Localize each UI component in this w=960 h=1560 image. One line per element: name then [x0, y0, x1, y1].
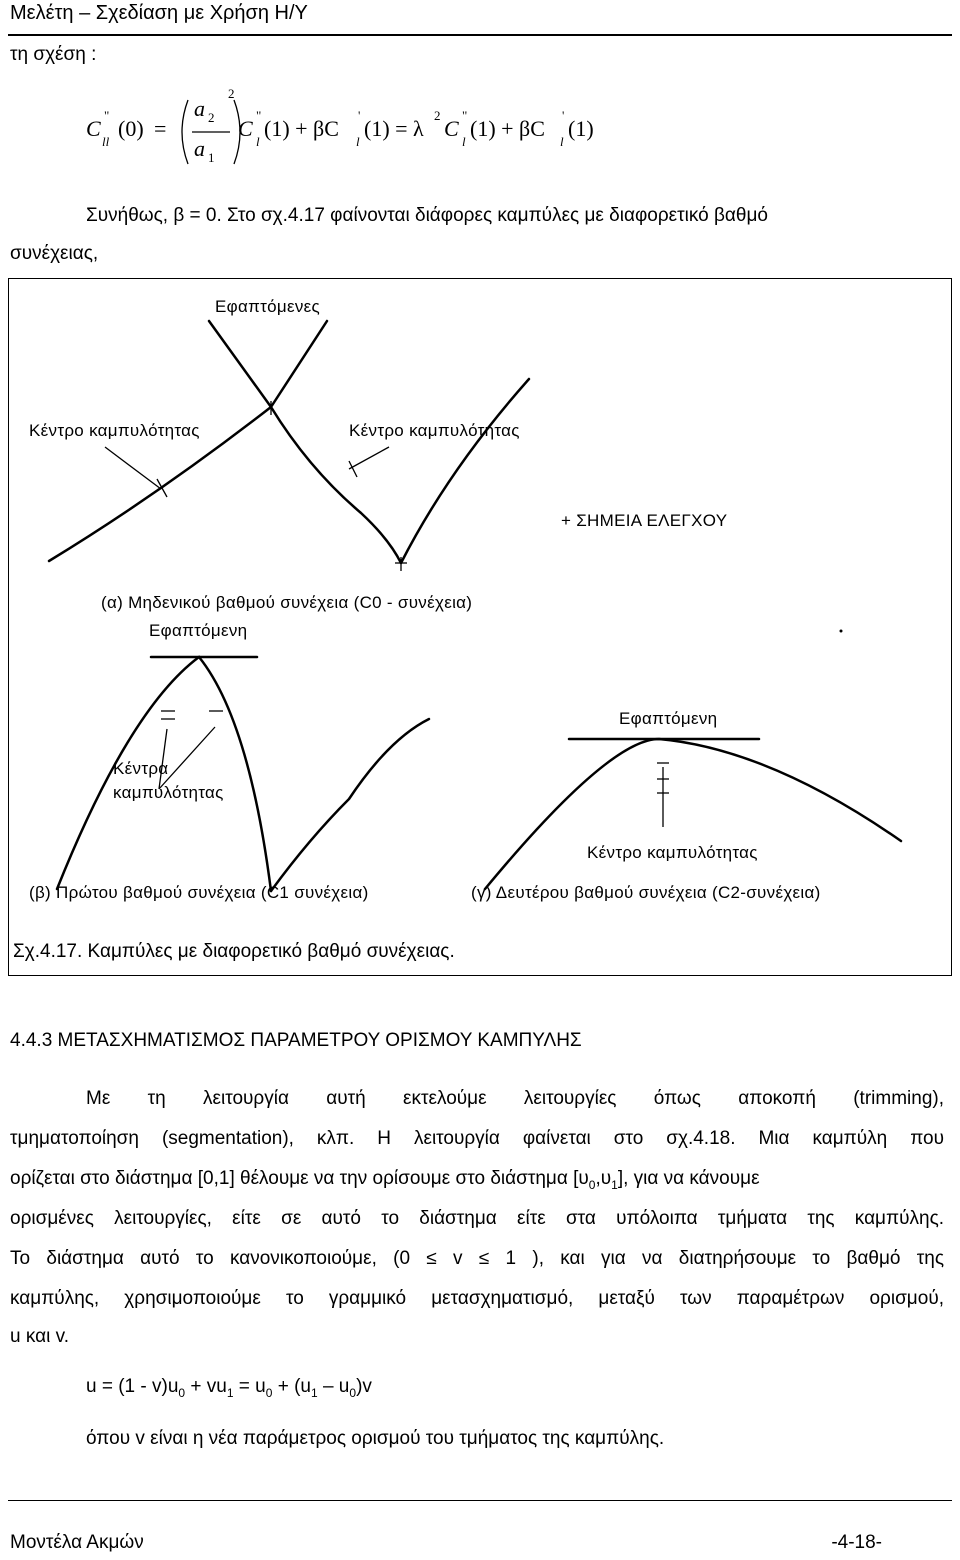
eq-equals: =: [154, 116, 167, 141]
section-body-line4: ορισμένες λειτουργίες, είτε σε αυτό το διάστημα είτε στα υπόλοιπα τμήματα της καμπύλης.: [10, 1208, 944, 1229]
formula-sub-3: 1: [311, 1385, 318, 1400]
footer-page-number: -4-18-: [831, 1532, 882, 1553]
caption-a: (α) Μηδενικού βαθμού συνέχεια (C0 - συνέχεια): [101, 593, 473, 612]
eq-frac-den-sub: 1: [208, 150, 215, 165]
curve-a-right: [401, 379, 529, 563]
pointer-center-left: [105, 447, 161, 489]
eq-frac-den: a: [194, 136, 205, 161]
sub-1: 1: [611, 1177, 618, 1192]
eq-rhs2-sub: l: [462, 134, 466, 149]
eq-lhs: C: [86, 116, 101, 141]
caption-b: (β) Πρώτου βαθμού συνέχεια (C1 συνέχεια): [29, 883, 369, 902]
formula-part-b: + vu: [185, 1376, 227, 1397]
section-body-line3a: ορίζεται στο διάστημα [0,1] θέλουμε να την ορίσουμε στο διάστημα [υ: [10, 1168, 589, 1189]
section-heading: 4.4.3 ΜΕΤΑΣΧΗΜΑΤΙΣΜΟΣ ΠΑΡΑΜΕΤΡΟΥ ΟΡΙΣΜΟΥ ΚΑΜΠΥΛΗΣ: [10, 1030, 582, 1051]
eq-power: 2: [228, 86, 235, 101]
page-header-title: Μελέτη – Σχεδίαση με Χρήση Η/Υ: [10, 2, 308, 24]
pointer-center-right: [349, 447, 389, 469]
formula-sub-0: 0: [178, 1385, 186, 1400]
label-centers-b-line2: καμπυλότητας: [113, 783, 224, 802]
eq-rhs1b-sup: ': [358, 108, 361, 123]
eq-rhs1b-arg: (1) = λ: [364, 116, 424, 141]
figure-caption: Σχ.4.17. Καμπύλες με διαφορετικό βαθμό συνέχειας.: [13, 941, 455, 962]
label-center-right: Κέντρο καμπυλότητας: [349, 421, 520, 440]
section-body-line1: Με τη λειτουργία αυτή εκτελούμε λειτουργίες όπως αποκοπή (trimming),: [86, 1088, 944, 1109]
eq-lambda-pow: 2: [434, 108, 441, 123]
intro-line: τη σχέση :: [10, 44, 97, 65]
section-body-line2: τμηματοποίηση (segmentation), κλπ. Η λειτουργία φαίνεται στο σχ.4.18. Μια καμπύλη που: [10, 1128, 944, 1149]
curve-b-right: [271, 719, 429, 891]
pointer-center-b2: [159, 727, 215, 789]
formula-part-e: – u: [317, 1376, 350, 1397]
intro-paragraph-line2: συνέχειας,: [10, 243, 99, 264]
footer-left-text: Μοντέλα Ακμών: [10, 1532, 144, 1553]
closing-sentence: όπου v είναι η νέα παράμετρος ορισμού του τμήματος της καμπύλης.: [86, 1428, 665, 1449]
figure-box: [8, 278, 952, 976]
section-body-line5: Το διάστημα αυτό το κανονικοποιούμε, (0 ≤ v ≤ 1 ), και για να διατηρήσουμε το βαθμό της: [10, 1248, 944, 1269]
eq-rhs2: C: [444, 116, 459, 141]
eq-lhs-sup: ": [104, 108, 110, 123]
formula-sub-4: 0: [349, 1385, 357, 1400]
footer-rule: [8, 1500, 952, 1501]
formula-sub-2: 0: [265, 1385, 273, 1400]
section-body-line3c: ], για να κάνουμε: [617, 1168, 760, 1189]
eq-rhs1-sup: ": [256, 108, 262, 123]
eq-lhs-arg: (0): [118, 116, 144, 141]
dot-marker: [840, 630, 843, 633]
eq-rhs2-sup: ": [462, 108, 468, 123]
header-rule: [8, 34, 952, 36]
label-tangent-c: Εφαπτόμενη: [619, 709, 718, 728]
tangent-line-left: [209, 321, 271, 407]
eq-rhs2b-sub: l: [560, 134, 564, 149]
curve-c: [485, 739, 901, 889]
section-body-line3: [10, 1168, 944, 1192]
eq-frac-num: a: [194, 96, 205, 121]
tangent-line-right: [271, 321, 327, 407]
eq-rhs1: C: [238, 116, 253, 141]
intro-paragraph-line1: Συνήθως, β = 0. Στο σχ.4.17 φαίνονται διάφορες καμπύλες με διαφορετικό βαθμό: [86, 205, 768, 226]
eq-rhs1-arg: (1) + βC: [264, 116, 339, 141]
eq-rhs2-arg: (1) + βC: [470, 116, 545, 141]
eq-rhs1-sub: l: [256, 134, 260, 149]
eq-rhs2b-sup: ': [562, 108, 565, 123]
section-body-line7: u και v.: [10, 1326, 69, 1347]
label-tangents: Εφαπτόμενες: [215, 297, 321, 316]
section-body-line3b: ,υ: [595, 1168, 612, 1189]
label-center-left: Κέντρο καμπυλότητας: [29, 421, 200, 440]
formula-part-f: )v: [356, 1376, 372, 1397]
caption-c: (γ) Δευτέρου βαθμού συνέχεια (C2-συνέχεια): [471, 883, 821, 902]
continuity-equation: [86, 86, 606, 172]
formula-part-d: + (u: [272, 1376, 311, 1397]
sub-0: 0: [588, 1177, 596, 1192]
eq-rhs1b-sub: l: [356, 134, 360, 149]
eq-frac-num-sub: 2: [208, 110, 215, 125]
label-control-points: + ΣΗΜΕΙΑ ΕΛΕΓΧΟΥ: [561, 511, 728, 530]
eq-lhs-sub: ll: [102, 134, 110, 149]
label-center-c: Κέντρο καμπυλότητας: [587, 843, 758, 862]
formula-part-c: = u: [233, 1376, 266, 1397]
label-tangent-b: Εφαπτόμενη: [149, 621, 248, 640]
section-body-line6: καμπύλης, χρησιμοποιούμε το γραμμικό μετασχηματισμό, μεταξύ των παραμέτρων ορισμού,: [10, 1288, 944, 1309]
eq-rhs2b-arg: (1): [568, 116, 594, 141]
transformation-formula: [86, 1376, 372, 1400]
formula-sub-1: 1: [226, 1385, 234, 1400]
label-centers-b-line1: Κέντρα: [113, 759, 169, 778]
formula-part-a: u = (1 - v)u: [86, 1376, 179, 1397]
